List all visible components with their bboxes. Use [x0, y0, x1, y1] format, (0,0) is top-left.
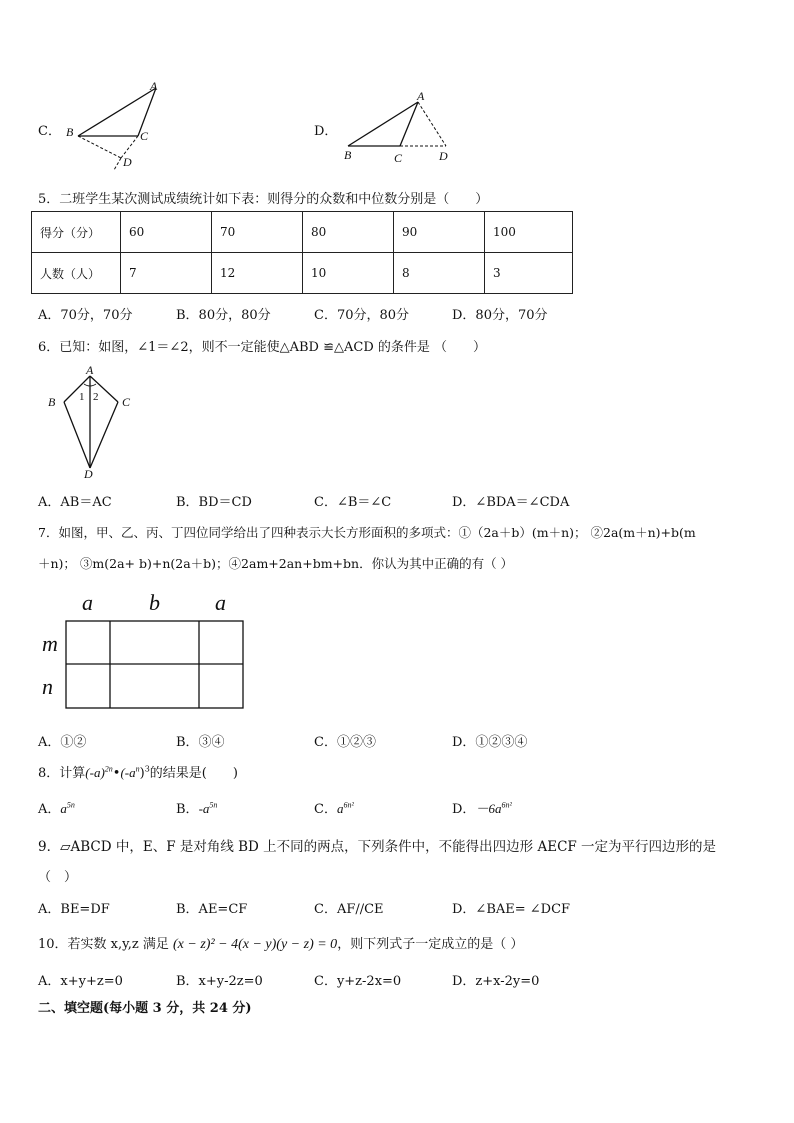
q8-option-d-base: －6a [475, 801, 502, 816]
q8-option-a-exp: 5n [66, 800, 75, 810]
q7-label-m: m [42, 631, 58, 656]
q4c-label-d: D [123, 155, 132, 169]
q10-stem-suffix: ，则下列式子一定成立的是（ ） [337, 937, 524, 952]
q4-option-d-label: D． [314, 124, 338, 139]
q6-label-a: A [86, 363, 94, 377]
q8-dot: • [112, 766, 121, 781]
q4d-label-b: B [344, 148, 352, 162]
q10-stem-prefix: 10．若实数 x,y,z 满足 [38, 937, 169, 952]
q6-label-c: C [122, 395, 131, 409]
q4-figure-d [338, 88, 458, 168]
q7-label-n: n [42, 674, 53, 699]
q8-option-c-base: a [336, 801, 344, 816]
q7-label-a2: a [215, 590, 226, 615]
q7-option-b[interactable]: B．③④ [176, 735, 225, 750]
q6-label-b: B [48, 395, 56, 409]
q4d-label-a: A [417, 89, 425, 103]
q9-option-b[interactable]: B．AE=CF [176, 902, 248, 917]
table-cell: 人数（人） [32, 253, 121, 294]
q9-option-d[interactable]: D．∠BAE= ∠DCF [452, 902, 571, 917]
q10-option-c[interactable]: C．y+z-2x=0 [314, 974, 402, 989]
q9-paren: （ ） [38, 870, 78, 885]
q8-option-a-base: a [60, 801, 67, 816]
table-cell: 80 [303, 212, 394, 253]
q10-stem [38, 933, 523, 953]
q8-stem-suffix: 的结果是( ) [149, 766, 238, 781]
q8-exp3: 3 [144, 764, 150, 774]
q6-figure [44, 362, 144, 482]
q8-exp2: n [135, 764, 140, 774]
table-row [32, 212, 573, 253]
table-cell: 得分（分） [32, 212, 121, 253]
q5-option-b[interactable]: B．80分，80分 [176, 308, 271, 323]
q8-option-c-exp: 6n² [343, 800, 354, 810]
q8-option-b-exp: 5n [209, 800, 218, 810]
table-cell: 90 [394, 212, 485, 253]
q10-option-a[interactable]: A．x+y+z=0 [38, 974, 123, 989]
q7-rectangle-figure [38, 588, 258, 716]
q8-exp1: 2n [104, 764, 113, 774]
q9-option-a[interactable]: A．BE=DF [38, 902, 110, 917]
q8-stem-prefix: 8．计算 [38, 766, 86, 781]
q7-option-c[interactable]: C．①②③ [314, 735, 376, 750]
q8-option-a-label: A． [38, 802, 61, 817]
q10-option-b[interactable]: B．x+y-2z=0 [176, 974, 263, 989]
table-cell: 8 [394, 253, 485, 294]
q7-label-b: b [149, 590, 160, 615]
q9-stem: 9．▱ABCD 中，E、F 是对角线 BD 上不同的两点，下列条件中，不能得出四边形 AECF 一定为平行四边形的是 [38, 839, 717, 855]
q4c-label-a: A [150, 79, 158, 93]
table-row [32, 253, 573, 294]
q4-figure-c [60, 78, 170, 176]
q8-stem [38, 762, 238, 781]
q6-option-b[interactable]: B．BD＝CD [176, 495, 252, 510]
q5-option-a[interactable]: A．70分，70分 [38, 308, 133, 323]
q9-option-c[interactable]: C．AF//CE [314, 902, 384, 917]
q6-option-c[interactable]: C．∠B＝∠C [314, 495, 392, 510]
q4c-label-c: C [140, 129, 149, 143]
q8-expr-part1: (-a) [85, 765, 105, 780]
q8-option-b-base: -a [198, 801, 210, 816]
q7-stem-line1: 7．如图，甲、乙、丙、丁四位同学给出了四种表示大长方形面积的多项式：①（2a＋b）(m＋n)； ②2a(m＋n)+b(m [38, 525, 696, 540]
table-cell: 7 [121, 253, 212, 294]
q10-equation: (x − z)² − 4(x − y)(y − z) = 0 [173, 937, 338, 952]
q5-stem: 5．二班学生某次测试成绩统计如下表：则得分的众数和中位数分别是（ ） [38, 192, 489, 207]
q8-option-b-label: B． [176, 802, 199, 817]
q6-option-d[interactable]: D．∠BDA＝∠CDA [452, 495, 570, 510]
table-cell: 100 [485, 212, 573, 253]
q6-stem: 6．已知：如图，∠1＝∠2，则不一定能使△ABD ≌△ACD 的条件是 （ ） [38, 340, 487, 355]
q8-option-d[interactable] [452, 798, 512, 817]
q8-option-c-label: C． [314, 802, 337, 817]
q6-angle-1: 1 [79, 391, 85, 403]
q8-option-d-label: D． [452, 802, 476, 817]
table-cell: 70 [212, 212, 303, 253]
q5-option-d[interactable]: D．80分，70分 [452, 308, 548, 323]
q4d-label-c: C [394, 151, 403, 165]
section-2-title: 二、填空题(每小题 3 分，共 24 分) [38, 1001, 252, 1016]
q6-label-d: D [84, 467, 93, 481]
q8-option-b[interactable] [176, 798, 217, 817]
q4d-label-d: D [439, 149, 448, 163]
q8-option-a[interactable] [38, 798, 75, 817]
q7-option-d[interactable]: D．①②③④ [452, 735, 528, 750]
q10-option-d[interactable]: D．z+x-2y=0 [452, 974, 540, 989]
q8-expr-part2: (-a [120, 765, 136, 780]
q8-expr-part3: ) [139, 766, 145, 781]
table-cell: 10 [303, 253, 394, 294]
q8-option-d-exp: 6n² [501, 800, 512, 810]
q7-label-a1: a [82, 590, 93, 615]
q7-stem-line2: ＋n)； ③m(2a+ b)+n(2a＋b)；④2am+2an+bm+bn．你认为其中正确的有（ ） [38, 556, 514, 571]
q6-angle-2: 2 [93, 391, 99, 403]
q4-option-c-label: C． [38, 124, 61, 139]
table-cell: 12 [212, 253, 303, 294]
q5-option-c[interactable]: C．70分，80分 [314, 308, 410, 323]
q5-score-table [31, 211, 573, 294]
table-cell: 3 [485, 253, 573, 294]
q6-option-a[interactable]: A．AB＝AC [38, 495, 112, 510]
q7-option-a[interactable]: A．①② [38, 735, 87, 750]
q8-option-c[interactable] [314, 798, 354, 817]
q4c-label-b: B [66, 125, 74, 139]
table-cell: 60 [121, 212, 212, 253]
